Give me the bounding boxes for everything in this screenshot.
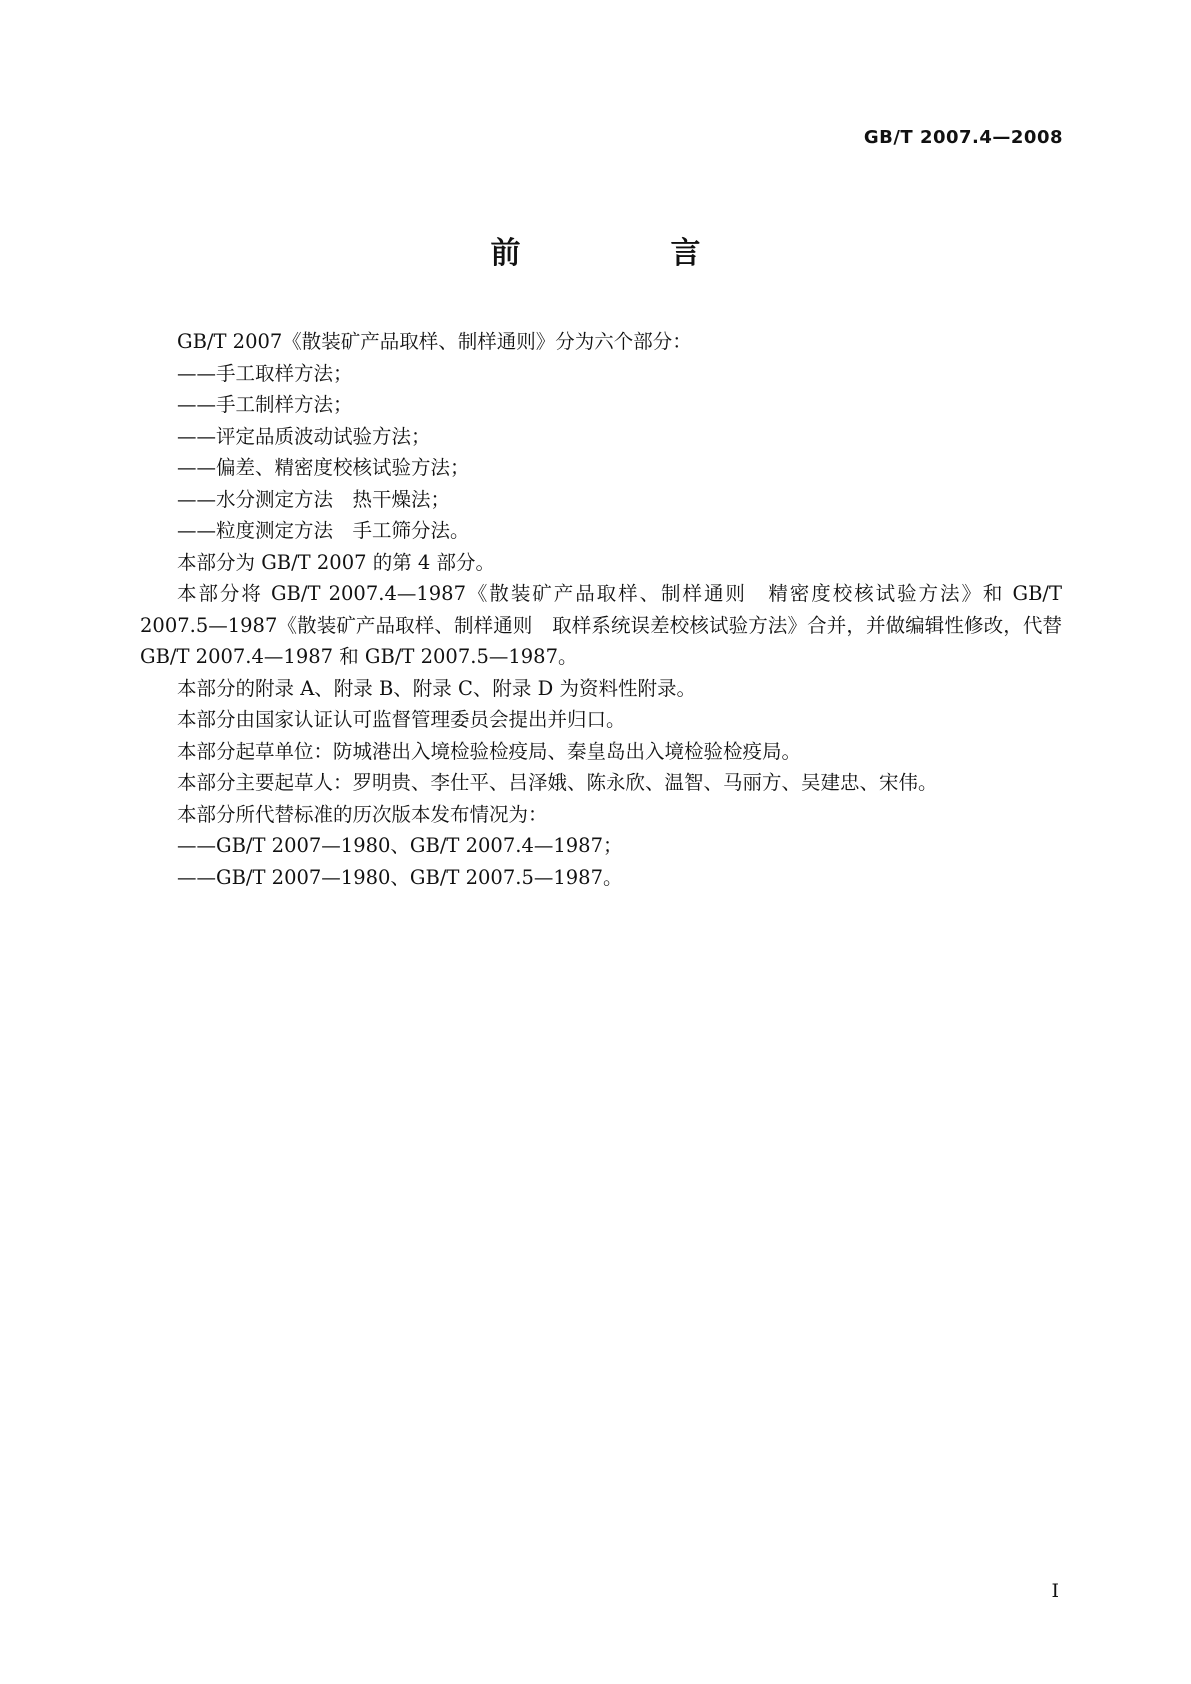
history-intro-paragraph: 本部分所代替标准的历次版本发布情况为： xyxy=(177,802,548,826)
drafting-units-paragraph: 本部分起草单位：防城港出入境检验检疫局、秦皇岛出入境检验检疫局。 xyxy=(177,739,802,763)
list-item: ——偏差、精密度校核试验方法； xyxy=(177,456,470,479)
list-item: ——水分测定方法 热干燥法； xyxy=(177,487,451,511)
page-title: 前 言 xyxy=(490,236,761,271)
page-number: I xyxy=(1051,1580,1059,1602)
list-item: ——GB/T 2007—1980、GB/T 2007.4—1987； xyxy=(177,834,623,857)
list-item: ——GB/T 2007—1980、GB/T 2007.5—1987。 xyxy=(177,865,623,889)
intro-paragraph: GB/T 2007《散装矿产品取样、制样通则》分为六个部分： xyxy=(177,330,692,353)
list-item: ——粒度测定方法 手工筛分法。 xyxy=(177,519,470,542)
list-item: ——手工取样方法； xyxy=(177,361,353,385)
proposed-by-paragraph: 本部分由国家认证认可监督管理委员会提出并归口。 xyxy=(177,708,626,731)
this-part-paragraph: 本部分为 GB/T 2007 的第 4 部分。 xyxy=(177,550,496,574)
list-item: ——手工制样方法； xyxy=(177,393,353,416)
foreword-body xyxy=(140,326,1062,893)
drafters-paragraph: 本部分主要起草人：罗明贵、李仕平、吕泽娥、陈永欣、温智、马丽方、吴建忠、宋伟。 xyxy=(177,771,938,794)
annexes-paragraph: 本部分的附录 A、附录 B、附录 C、附录 D 为资料性附录。 xyxy=(177,676,696,700)
standard-number: GB/T 2007.4—2008 xyxy=(863,127,1063,148)
list-item: ——评定品质波动试验方法； xyxy=(177,424,431,448)
merge-paragraph: 本部分将 GB/T 2007.4—1987《散装矿产品取样、制样通则 精密度校核试验方法》和 GB/T 2007.5—1987《散装矿产品取样、制样通则 取样系统误差校核试验方法》合并，并做编辑性修改，代替 GB/T 2007.4—1987 和 GB/T 2007.5—1987。 xyxy=(140,582,1062,668)
